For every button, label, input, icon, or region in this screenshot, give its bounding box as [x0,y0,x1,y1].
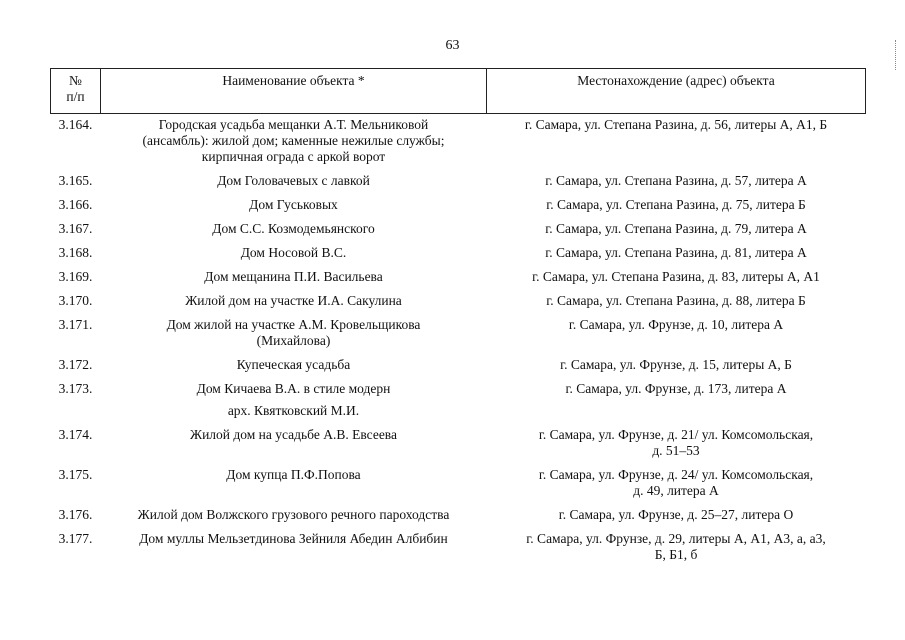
object-address-line: г. Самара, ул. Степана Разина, д. 56, литеры А, А1, Б [524,117,828,132]
object-address-line: г. Самара, ул. Фрунзе, д. 10, литера А [568,317,784,332]
object-name-line: Жилой дом на усадьбе А.В. Евсеева [189,427,397,442]
object-name-line: (ансамбль): жилой дом; каменные нежилые службы; [142,133,445,148]
table-row [51,528,866,568]
object-name-cell [101,354,487,378]
object-name-line: кирпичная ограда с аркой ворот [201,149,386,164]
object-address-line: г. Самара, ул. Степана Разина, д. 81, литера А [545,245,807,260]
object-name-cell [101,314,487,354]
object-address-cell [487,290,866,314]
object-name-cell [101,114,487,171]
object-address-line: г. Самара, ул. Степана Разина, д. 79, литера А [545,221,807,236]
table-row [51,290,866,314]
object-address-line: г. Самара, ул. Степана Разина, д. 57, литера А [545,173,807,188]
row-number: 3.175. [58,467,93,482]
object-address-cell [487,504,866,528]
row-number: 3.169. [58,269,93,284]
object-name-line: Жилой дом на участке И.А. Сакулина [185,293,402,308]
row-number: 3.173. [58,381,93,396]
row-number: 3.167. [58,221,93,236]
object-name-line: Дом Носовой В.С. [240,245,347,260]
object-address-cell [487,314,866,354]
table-row [51,266,866,290]
table-row [51,114,866,171]
heritage-objects-table [50,68,866,568]
object-name-line: Дом Кичаева В.А. в стиле модерн [196,381,391,396]
object-address-line: г. Самара, ул. Фрунзе, д. 21/ ул. Комсомольская, [538,427,814,442]
row-number: 3.177. [58,531,93,546]
object-name-cell [101,266,487,290]
object-address-cell [487,424,866,464]
object-name-line: Дом Головачевых с лавкой [217,173,370,188]
scan-margin-mark [895,40,899,70]
object-name-line: Дом купца П.Ф.Попова [226,467,361,482]
object-name-line: Дом Гуськовых [249,197,338,212]
object-address-cell [487,114,866,171]
object-address-line: д. 51–53 [652,443,700,458]
table-header-row [51,69,866,114]
object-name-line: Купеческая усадьба [236,357,351,372]
object-address-line: Б, Б1, б [654,547,698,562]
object-name-cell [101,194,487,218]
row-number: 3.164. [58,117,93,132]
object-name-line: Дом жилой на участке А.М. Кровельщикова [166,317,421,332]
object-address-cell [487,170,866,194]
table-row [51,378,866,424]
object-address-line: г. Самара, ул. Фрунзе, д. 173, литера А [565,381,787,396]
header-number-abbr: п/п [66,89,85,104]
table-row [51,354,866,378]
table-body [51,114,866,569]
header-number [51,69,101,114]
row-number: 3.165. [58,173,93,188]
object-address-line: г. Самара, ул. Фрунзе, д. 25–27, литера О [558,507,794,522]
row-number: 3.171. [58,317,93,332]
object-address-cell [487,194,866,218]
object-address-cell [487,464,866,504]
object-name-line: Жилой дом Волжского грузового речного пароходства [137,507,450,522]
object-name-cell [101,378,487,424]
table-row [51,170,866,194]
table-row [51,242,866,266]
object-name-cell [101,170,487,194]
object-address-cell [487,266,866,290]
table-row [51,194,866,218]
object-address-line: г. Самара, ул. Степана Разина, д. 75, литера Б [546,197,806,212]
object-address-line: г. Самара, ул. Степана Разина, д. 88, литера Б [546,293,806,308]
object-name-cell [101,528,487,568]
object-name-line: Дом муллы Мельзетдинова Зейниля Абедин Албибин [139,531,448,546]
object-address-line: г. Самара, ул. Степана Разина, д. 83, литеры А, А1 [532,269,820,284]
row-number: 3.174. [58,427,93,442]
object-address-cell [487,528,866,568]
object-address-line: д. 49, литера А [633,483,719,498]
header-object-address: Местонахождение (адрес) объекта [487,69,866,114]
row-number: 3.166. [58,197,93,212]
object-name-cell [101,424,487,464]
table-row [51,218,866,242]
object-name-cell [101,290,487,314]
object-name-line: Дом мещанина П.И. Васильева [204,269,383,284]
page-number: 63 [445,38,460,53]
object-address-cell [487,378,866,424]
object-address-cell [487,218,866,242]
object-name-cell [101,464,487,504]
object-address-cell [487,242,866,266]
object-address-line: г. Самара, ул. Фрунзе, д. 29, литеры А, А1, А3, а, а3, [526,531,826,546]
row-number: 3.170. [58,293,93,308]
table-row [51,504,866,528]
object-name-line: (Михайлова) [256,333,331,348]
row-number: 3.176. [58,507,93,522]
object-name-cell [101,242,487,266]
object-address-line: г. Самара, ул. Фрунзе, д. 15, литеры А, Б [560,357,792,372]
row-number: 3.168. [58,245,93,260]
table-row [51,424,866,464]
table-row [51,314,866,354]
object-address-line: г. Самара, ул. Фрунзе, д. 24/ ул. Комсомольская, [538,467,814,482]
table-row [51,464,866,504]
object-address-cell [487,354,866,378]
object-name-cell [101,504,487,528]
header-object-name: Наименование объекта * [101,69,487,114]
object-name-line: арх. Квятковский М.И. [227,403,360,418]
object-name-line: Городская усадьба мещанки А.Т. Мельниковой [158,117,429,132]
object-name-cell [101,218,487,242]
object-name-line: Дом С.С. Козмодемьянского [212,221,375,236]
header-number-symbol: № [69,73,82,88]
row-number: 3.172. [58,357,93,372]
